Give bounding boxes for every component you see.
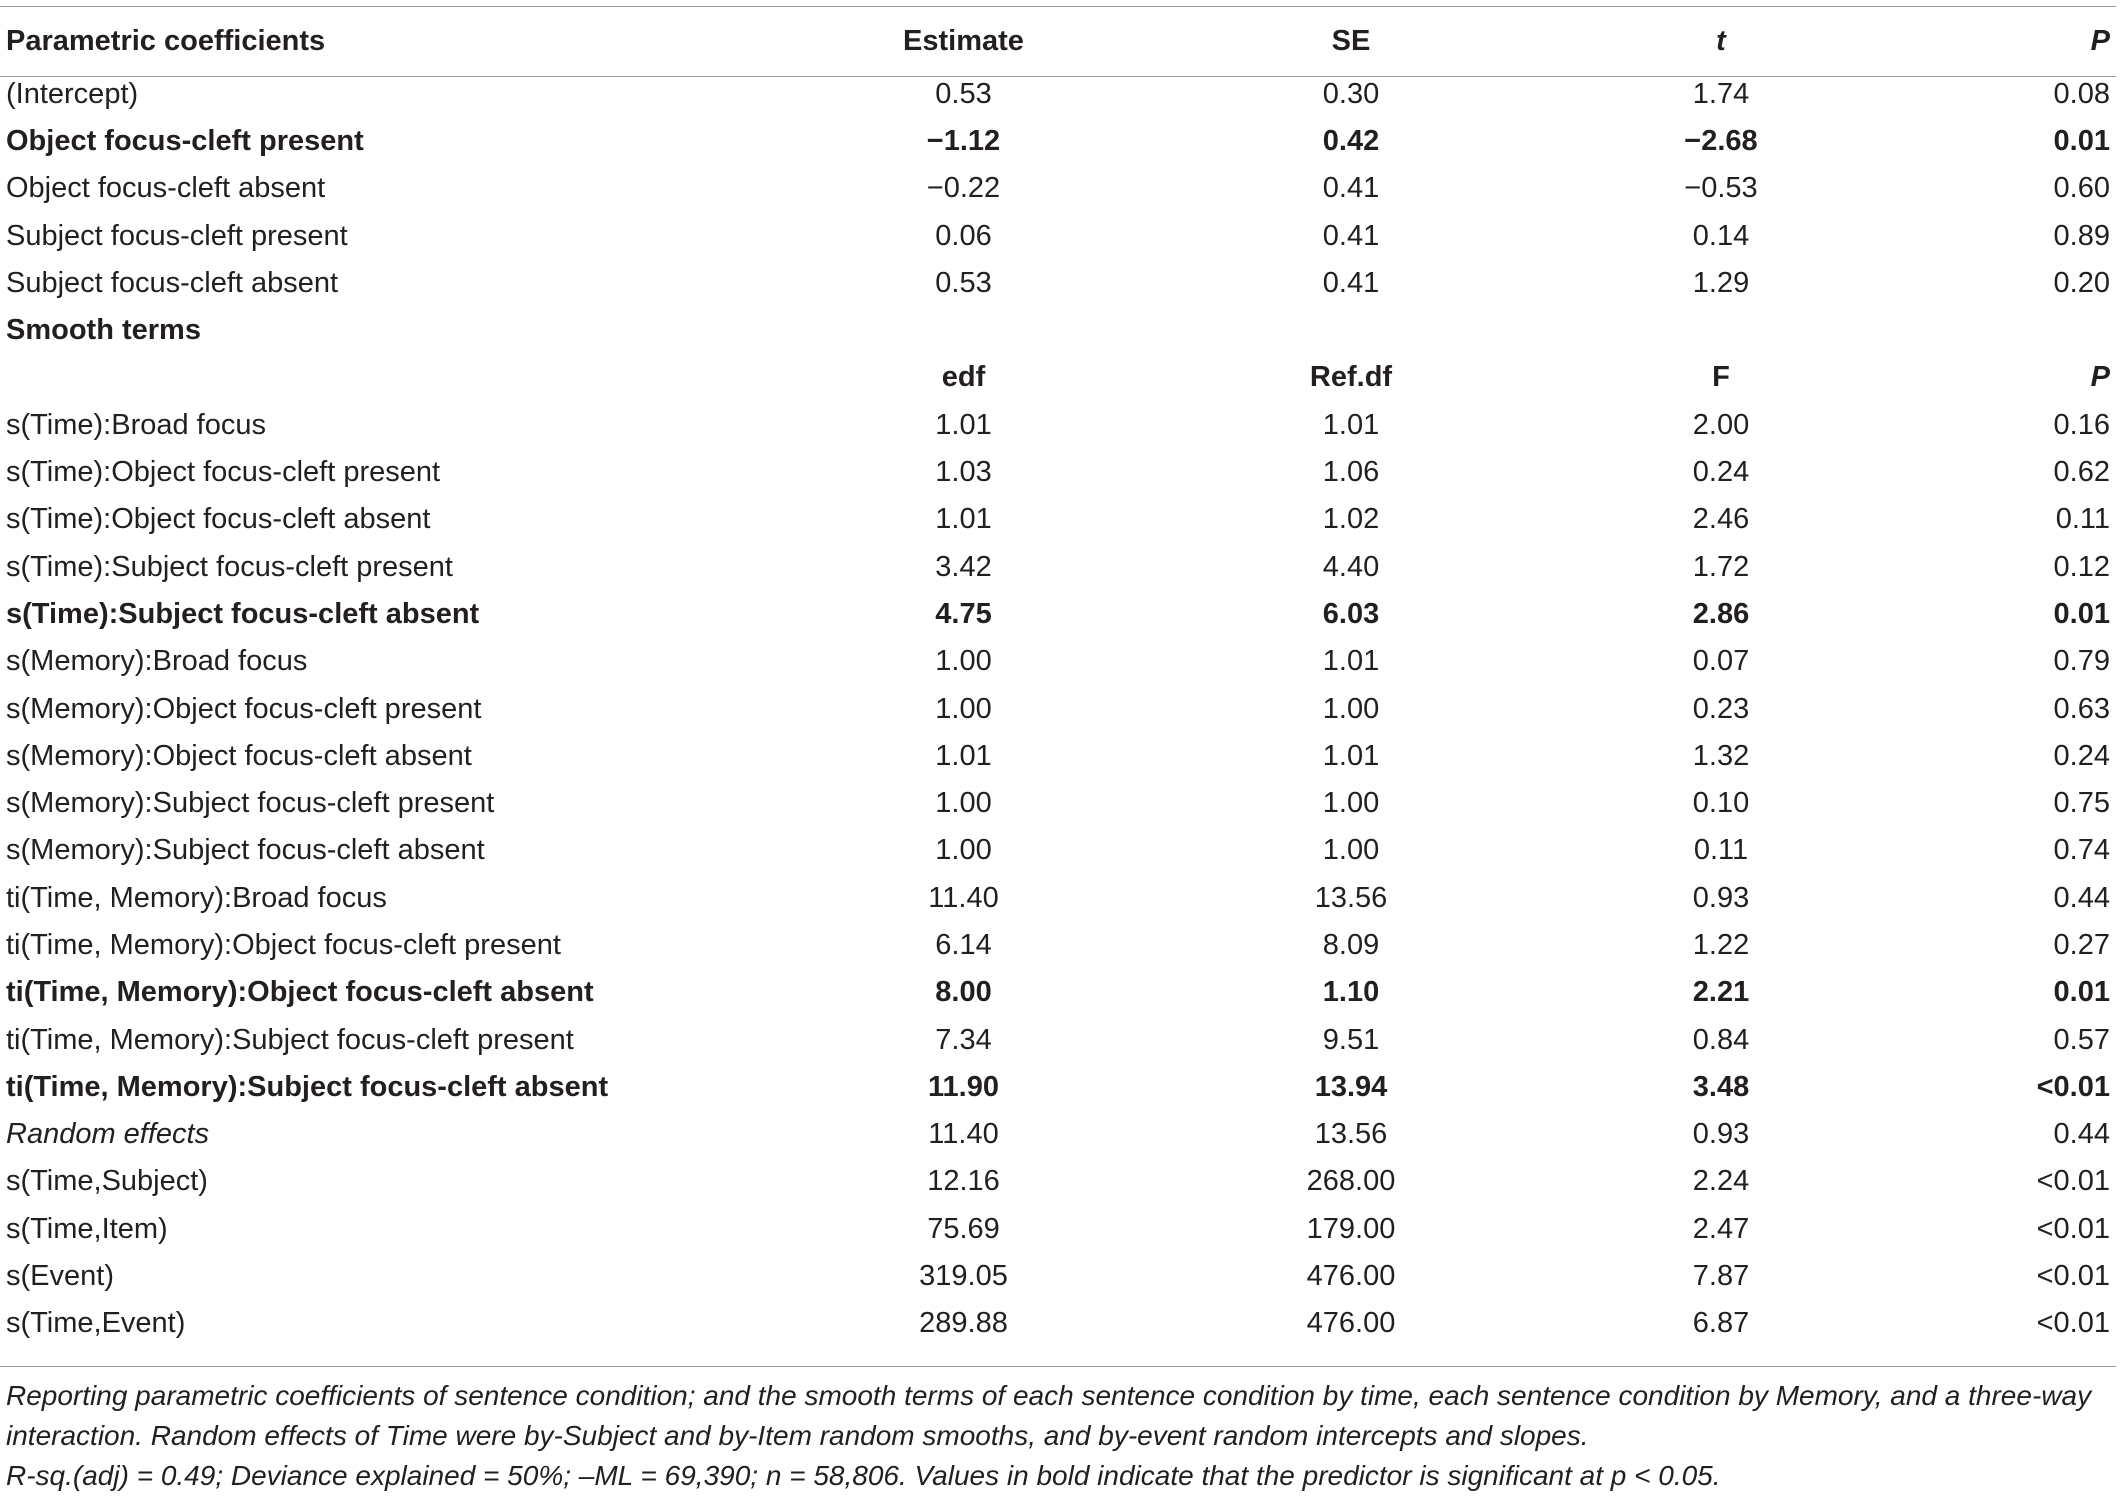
cell-col1: −0.22 xyxy=(926,172,1001,205)
cell-col4: 0.63 xyxy=(2053,692,2110,725)
cell-col4: 0.08 xyxy=(2053,77,2110,110)
cell-col3: 0.93 xyxy=(1692,1118,1750,1151)
cell-col1: 0.06 xyxy=(935,219,992,252)
random-row xyxy=(0,1158,2116,1205)
cell-col3: 0.14 xyxy=(1692,219,1750,252)
smooth-header-col4: P xyxy=(2090,361,2110,394)
cell-col1: 4.75 xyxy=(935,597,992,630)
cell-col1: 1.00 xyxy=(935,787,992,820)
cell-col2: 13.56 xyxy=(1314,1118,1388,1151)
row-label: s(Time,Event) xyxy=(6,1307,186,1340)
cell-col4: 0.79 xyxy=(2053,645,2110,678)
row-label: ti(Time, Memory):Broad focus xyxy=(6,881,387,914)
cell-col4: 0.24 xyxy=(2053,739,2110,772)
cell-col4: 0.44 xyxy=(2053,1118,2110,1151)
header-row xyxy=(0,12,2116,70)
cell-col2: 4.40 xyxy=(1322,550,1380,583)
cell-col3: 1.32 xyxy=(1692,739,1750,772)
cell-col3: 1.72 xyxy=(1692,550,1750,583)
cell-col2: 9.51 xyxy=(1322,1023,1380,1056)
smooth-header-col1: edf xyxy=(941,361,986,394)
section-row-smooth-terms xyxy=(0,306,2116,353)
smooth-row xyxy=(0,732,2116,779)
cell-col3: −0.53 xyxy=(1684,172,1758,205)
cell-col1: 1.00 xyxy=(935,692,992,725)
cell-col2: 1.00 xyxy=(1322,787,1380,820)
cell-col4: 0.57 xyxy=(2053,1023,2110,1056)
cell-col2: 268.00 xyxy=(1306,1165,1396,1198)
row-label: s(Memory):Subject focus-cleft present xyxy=(6,787,495,820)
cell-col4: 0.44 xyxy=(2053,881,2110,914)
parametric-row xyxy=(0,117,2116,164)
row-label: s(Time):Subject focus-cleft present xyxy=(6,550,453,583)
cell-col2: 1.02 xyxy=(1322,503,1380,536)
cell-col3: 2.46 xyxy=(1692,503,1750,536)
cell-col4: 0.16 xyxy=(2053,408,2110,441)
cell-col2: 0.41 xyxy=(1322,172,1380,205)
cell-col3: 0.24 xyxy=(1692,456,1750,489)
cell-col3: 2.86 xyxy=(1692,597,1750,630)
cell-col1: 11.40 xyxy=(928,881,999,914)
parametric-row xyxy=(0,165,2116,212)
row-label: s(Memory):Object focus-cleft present xyxy=(6,692,482,725)
cell-col4: 0.01 xyxy=(2053,597,2110,630)
smooth-row xyxy=(0,921,2116,968)
cell-col4: 0.20 xyxy=(2053,266,2110,299)
smooth-row xyxy=(0,874,2116,921)
table-footnote xyxy=(6,1376,2112,1496)
cell-col4: 0.11 xyxy=(2055,503,2110,536)
row-label: s(Memory):Broad focus xyxy=(6,645,308,678)
cell-col1: 1.01 xyxy=(935,503,992,536)
cell-col1: 319.05 xyxy=(919,1260,1008,1293)
cell-col3: 0.07 xyxy=(1692,645,1750,678)
cell-col3: −2.68 xyxy=(1684,124,1758,157)
cell-col2: 0.42 xyxy=(1322,124,1380,157)
smooth-row xyxy=(0,401,2116,448)
row-label: s(Time):Subject focus-cleft absent xyxy=(6,597,480,630)
row-label: (Intercept) xyxy=(6,77,139,110)
header-col2: SE xyxy=(1331,25,1371,57)
smooth-row xyxy=(0,496,2116,543)
cell-col3: 0.23 xyxy=(1692,692,1750,725)
empty-cell xyxy=(0,354,726,401)
row-label: s(Time,Subject) xyxy=(6,1165,208,1198)
cell-col1: 0.53 xyxy=(935,77,992,110)
cell-col2: 1.01 xyxy=(1322,408,1380,441)
cell-col4: 0.01 xyxy=(2053,124,2110,157)
cell-col2: 0.41 xyxy=(1322,266,1380,299)
cell-col2: 8.09 xyxy=(1322,928,1380,961)
header-col1: Estimate xyxy=(903,25,1024,57)
cell-col1: 289.88 xyxy=(919,1307,1008,1340)
header-col3: t xyxy=(1716,25,1726,57)
cell-col3: 0.11 xyxy=(1693,834,1749,867)
cell-col1: 11.90 xyxy=(928,1070,999,1103)
cell-col2: 1.01 xyxy=(1322,645,1380,678)
smooth-header-row xyxy=(0,354,2116,401)
cell-col4: 0.74 xyxy=(2053,834,2110,867)
cell-col3: 0.93 xyxy=(1692,881,1750,914)
cell-col3: 6.87 xyxy=(1692,1307,1750,1340)
cell-col1: 75.69 xyxy=(927,1212,1000,1245)
cell-col2: 13.56 xyxy=(1314,881,1388,914)
random-row xyxy=(0,1252,2116,1299)
smooth-header-col2: Ref.df xyxy=(1309,361,1393,394)
smooth-row xyxy=(0,638,2116,685)
smooth-row xyxy=(0,779,2116,826)
cell-col1: −1.12 xyxy=(926,124,1001,157)
parametric-row xyxy=(0,259,2116,306)
cell-col1: 3.42 xyxy=(935,550,992,583)
empty-cell xyxy=(726,306,1201,353)
cell-col2: 1.06 xyxy=(1322,456,1380,489)
empty-cell xyxy=(1501,306,1941,353)
header-col0: Parametric coefficients xyxy=(6,25,326,57)
cell-col1: 11.40 xyxy=(928,1118,999,1151)
cell-col1: 1.03 xyxy=(935,456,992,489)
parametric-row xyxy=(0,212,2116,259)
cell-col3: 2.24 xyxy=(1692,1165,1750,1198)
cell-col2: 6.03 xyxy=(1322,597,1380,630)
cell-col1: 1.00 xyxy=(935,645,992,678)
header-col4: P xyxy=(2090,25,2110,57)
parametric-row xyxy=(0,70,2116,117)
cell-col1: 1.01 xyxy=(935,739,992,772)
cell-col2: 1.00 xyxy=(1322,692,1380,725)
row-label: Object focus-cleft absent xyxy=(6,172,326,205)
empty-cell xyxy=(1201,306,1501,353)
row-label: Random effects xyxy=(6,1118,210,1151)
cell-col1: 12.16 xyxy=(927,1165,1000,1198)
cell-col1: 6.14 xyxy=(935,928,992,961)
row-label: ti(Time, Memory):Object focus-cleft absent xyxy=(6,976,594,1009)
random-row xyxy=(0,1205,2116,1252)
results-table xyxy=(0,12,2116,1347)
cell-col3: 1.22 xyxy=(1692,928,1750,961)
row-label: ti(Time, Memory):Subject focus-cleft absent xyxy=(6,1070,609,1103)
cell-col3: 2.47 xyxy=(1692,1212,1750,1245)
cell-col3: 2.21 xyxy=(1692,976,1750,1009)
row-label: s(Time):Object focus-cleft absent xyxy=(6,503,431,536)
cell-col4: 0.27 xyxy=(2053,928,2110,961)
section-label: Smooth terms xyxy=(6,314,201,347)
random-row xyxy=(0,1300,2116,1347)
cell-col4: <0.01 xyxy=(2036,1070,2110,1103)
cell-col4: 0.89 xyxy=(2053,219,2110,252)
cell-col1: 1.00 xyxy=(935,834,992,867)
cell-col4: <0.01 xyxy=(2036,1165,2110,1198)
bottom-rule xyxy=(0,1366,2116,1367)
smooth-row xyxy=(0,827,2116,874)
row-label: s(Time):Object focus-cleft present xyxy=(6,456,441,489)
row-label: s(Memory):Subject focus-cleft absent xyxy=(6,834,485,867)
row-label: s(Memory):Object focus-cleft absent xyxy=(6,739,472,772)
random-effects-row xyxy=(0,1111,2116,1158)
cell-col2: 0.30 xyxy=(1322,77,1380,110)
cell-col4: 0.12 xyxy=(2053,550,2110,583)
row-label: Subject focus-cleft absent xyxy=(6,266,339,299)
cell-col4: 0.62 xyxy=(2053,456,2110,489)
cell-col2: 0.41 xyxy=(1322,219,1380,252)
cell-col4: <0.01 xyxy=(2036,1307,2110,1340)
cell-col2: 476.00 xyxy=(1306,1307,1396,1340)
cell-col4: 0.60 xyxy=(2053,172,2110,205)
row-label: ti(Time, Memory):Object focus-cleft present xyxy=(6,928,561,961)
cell-col3: 0.10 xyxy=(1692,787,1750,820)
row-label: s(Time,Item) xyxy=(6,1212,168,1245)
cell-col4: 0.75 xyxy=(2053,787,2110,820)
empty-cell xyxy=(1941,306,2116,353)
cell-col2: 1.10 xyxy=(1322,976,1380,1009)
smooth-header-col3: F xyxy=(1712,361,1730,394)
smooth-row xyxy=(0,969,2116,1016)
cell-col3: 7.87 xyxy=(1692,1260,1750,1293)
cell-col3: 2.00 xyxy=(1692,408,1750,441)
cell-col3: 0.84 xyxy=(1692,1023,1750,1056)
smooth-row xyxy=(0,448,2116,495)
top-rule xyxy=(0,6,2116,7)
cell-col1: 8.00 xyxy=(935,976,992,1009)
cell-col4: 0.01 xyxy=(2053,976,2110,1009)
smooth-row xyxy=(0,685,2116,732)
row-label: s(Event) xyxy=(6,1260,114,1293)
footnote-line-1: Reporting parametric coefficients of sentence condition; and the smooth terms of each sentence condition by time, each sentence condition by Memory, and a three-way interaction. Random effects of Time were by-Subject and by-Item random smooths, and by-event random intercepts and slopes. xyxy=(6,1380,2092,1451)
cell-col3: 3.48 xyxy=(1692,1070,1750,1103)
smooth-row xyxy=(0,543,2116,590)
cell-col2: 1.01 xyxy=(1322,739,1380,772)
row-label: ti(Time, Memory):Subject focus-cleft present xyxy=(6,1023,574,1056)
footnote-line-2: R-sq.(adj) = 0.49; Deviance explained = 50%; –ML = 69,390; n = 58,806. Values in bold indicate that the predictor is significant at p < 0.05. xyxy=(6,1460,1721,1491)
smooth-row xyxy=(0,1063,2116,1110)
cell-col1: 7.34 xyxy=(935,1023,992,1056)
cell-col1: 1.01 xyxy=(935,408,992,441)
cell-col2: 179.00 xyxy=(1306,1212,1396,1245)
smooth-row xyxy=(0,1016,2116,1063)
cell-col3: 1.74 xyxy=(1692,77,1750,110)
smooth-row xyxy=(0,590,2116,637)
row-label: Subject focus-cleft present xyxy=(6,219,348,252)
cell-col4: <0.01 xyxy=(2036,1212,2110,1245)
cell-col2: 476.00 xyxy=(1306,1260,1396,1293)
cell-col1: 0.53 xyxy=(935,266,992,299)
cell-col4: <0.01 xyxy=(2036,1260,2110,1293)
row-label: s(Time):Broad focus xyxy=(6,408,266,441)
cell-col2: 13.94 xyxy=(1314,1070,1388,1103)
cell-col3: 1.29 xyxy=(1692,266,1750,299)
row-label: Object focus-cleft present xyxy=(6,124,364,157)
cell-col2: 1.00 xyxy=(1322,834,1380,867)
